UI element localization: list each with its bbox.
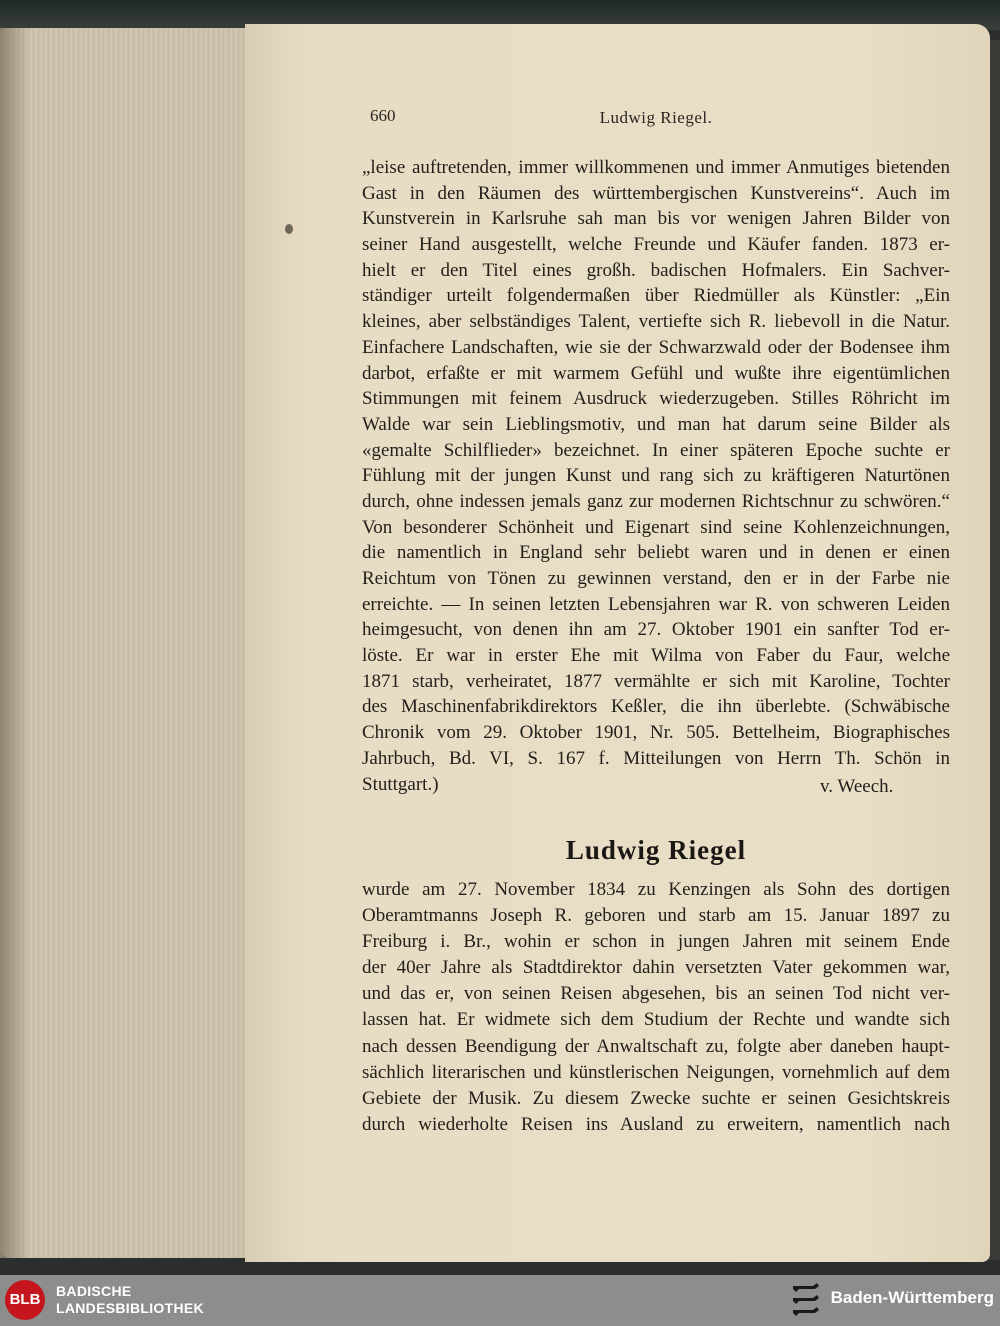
text-line: Oberamtmanns Joseph R. geboren und starb am 15. Januar 1897 zu [362, 905, 950, 927]
text-line: Stimmungen mit feinem Ausdruck wiederzugeben. Stilles Röhricht im [362, 388, 950, 410]
text-line: Einfachere Landschaften, wie sie der Schwarzwald oder der Bodensee ihm [362, 336, 950, 358]
text-line: 1871 starb, verheiratet, 1877 vermählte er sich mit Karoline, Tochter [362, 670, 950, 692]
text-line: durch, ohne indessen jemals ganz zur modernen Richtschnur zu schwören.“ [362, 490, 950, 512]
blb-logo[interactable]: BLB [5, 1280, 45, 1320]
text-line: Fühlung mit der jungen Kunst und rang sich zu kräftigeren Naturtönen [362, 465, 950, 487]
author-signature: v. Weech. [820, 776, 894, 797]
page-number: 660 [370, 106, 396, 125]
text-line: die namentlich in England sehr beliebt waren und in denen er einen [362, 542, 950, 564]
library-name-line2: LANDESBIBLIOTHEK [56, 1300, 204, 1316]
text-line: löste. Er war in erster Ehe mit Wilma von Faber du Faur, welche [362, 645, 950, 667]
text-line: durch wiederholte Reisen ins Ausland zu erweitern, namentlich nach [362, 1113, 950, 1135]
footer-bar [0, 1275, 1000, 1326]
page-header [362, 106, 950, 130]
text-line: „leise auftretenden, immer willkommenen und immer Anmutiges bietenden [362, 157, 950, 178]
paper-spot [285, 224, 293, 234]
text-line: Gast in den Räumen des württembergischen Kunstvereins“. Auch im [362, 182, 950, 204]
text-line: Kunstverein in Karlsruhe sah man bis vor wenigen Jahren Bilder von [362, 208, 950, 230]
text-line: hielt er den Titel eines großh. badischen Hofmalers. Ein Sachver- [362, 259, 950, 281]
article-heading: Ludwig Riegel [565, 835, 747, 865]
text-line: nach dessen Beendigung der Anwaltschaft zu, folgte aber daneben haupt- [362, 1035, 950, 1057]
text-line: Stuttgart.) [362, 773, 439, 795]
running-head: Ludwig Riegel. [599, 108, 713, 127]
text-line: Von besonderer Schönheit und Eigenart sind seine Kohlenzeichnungen, [362, 516, 950, 538]
text-line: Gebiete der Musik. Zu diesem Zwecke suchte er seinen Gesichtskreis [362, 1087, 950, 1109]
library-name [56, 1283, 204, 1317]
text-line: des Maschinenfabrikdirektors Keßler, die ihn überlebte. (Schwäbische [362, 696, 950, 718]
library-name-line1: BADISCHE [56, 1283, 132, 1299]
text-line: seiner Hand ausgestellt, welche Freunde und Käufer fanden. 1873 er- [362, 234, 950, 256]
text-line: lassen hat. Er widmete sich dem Studium der Rechte und wandte sich [362, 1009, 950, 1031]
text-line: erreichte. — In seinen letzten Lebensjahren war R. von schweren Leiden [362, 593, 950, 615]
paragraph-riegel [362, 877, 950, 1138]
book-page-edges [0, 28, 258, 1258]
text-line: heimgesucht, von denen ihn am 27. Oktober 1901 ein sanfter Tod er- [362, 619, 950, 641]
text-line: und das er, von seinen Reisen abgesehen, bis an seinen Tod nicht ver- [362, 983, 950, 1005]
text-line: wurde am 27. November 1834 zu Kenzingen als Sohn des dortigen [362, 879, 950, 900]
text-line: Freiburg i. Br., wohin er schon in jungen Jahren mit seinem Ende [362, 931, 950, 953]
text-line: kleines, aber selbständiges Talent, vertiefte sich R. liebevoll in die Natur. [362, 311, 950, 333]
text-line: Chronik vom 29. Oktober 1901, Nr. 505. Bettelheim, Biographisches [362, 722, 950, 744]
text-line: Reichtum von Tönen zu gewinnen verstand, den er in der Farbe nie [362, 568, 950, 589]
text-line: darbot, erfaßte er mit warmem Gefühl und wußte ihre eigentümlichen [362, 362, 950, 384]
text-line: ständiger urteilt folgendermaßen über Riedmüller als Künstler: „Ein [362, 285, 950, 307]
paragraph-riedmueller [362, 155, 950, 797]
text-line: Walde war sein Lieblingsmotiv, und man hat darum seine Bilder als [362, 413, 950, 435]
state-name[interactable]: Baden-Württemberg [830, 1288, 994, 1307]
text-line: der 40er Jahre als Stadtdirektor dahin versetzten Vater gekommen war, [362, 957, 950, 979]
text-line: sächlich literarischen und künstlerischen Neigungen, vornehmlich auf dem [362, 1061, 950, 1083]
lions-coat-of-arms-icon [790, 1280, 822, 1320]
text-line: Jahrbuch, Bd. VI, S. 167 f. Mitteilungen von Herrn Th. Schön in [362, 747, 950, 769]
text-line: «gemalte Schilflieder» bezeichnet. In einer späteren Epoche suchte er [362, 439, 950, 461]
